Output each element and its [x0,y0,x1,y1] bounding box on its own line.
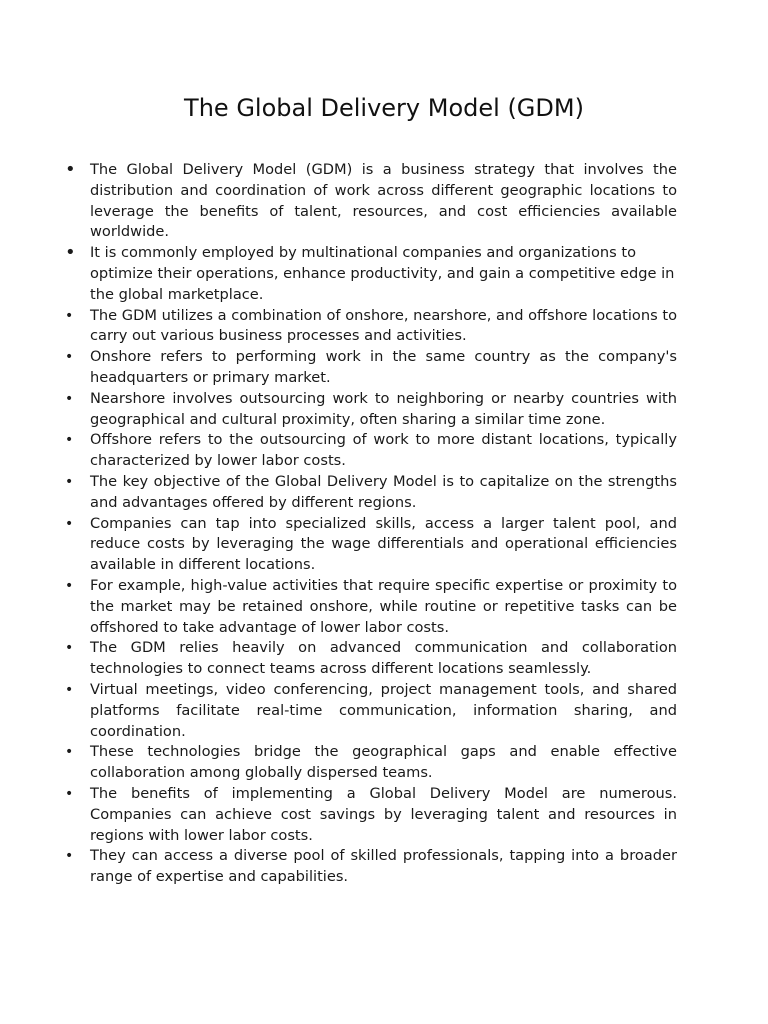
bullet-marker: • [65,242,76,264]
page-title: The Global Delivery Model (GDM) [184,94,584,122]
list-item [65,638,677,680]
list-item [65,347,677,389]
bullet-text: Virtual meetings, video conferencing, project management tools, and shared platforms facilitate real-time communication, information sharing, and coordination. [90,680,677,740]
bullet-text: These technologies bridge the geographical gaps and enable effective collaboration among globally dispersed teams. [90,743,677,782]
list-item [65,389,677,431]
list-item [65,742,677,784]
bullet-text: The key objective of the Global Delivery Model is to capitalize on the strengths and advantages offered by different regions. [90,472,677,511]
bullet-marker: • [65,515,74,532]
bullet-marker: • [65,432,74,449]
bullet-marker: • [65,848,74,865]
bullet-text: The benefits of implementing a Global Delivery Model are numerous. Companies can achieve cost savings by leveraging talent and resources in regions with lower labor costs. [90,784,677,844]
bullet-marker: • [65,307,74,324]
bullet-marker: • [65,473,74,490]
bullet-text: The GDM relies heavily on advanced communication and collaboration technologies to connect teams across different locations seamlessly. [90,639,677,678]
list-item [65,576,677,638]
bullet-text: Onshore refers to performing work in the same country as the company's headquarters or primary market. [90,348,677,386]
bullet-marker: • [65,744,74,761]
bullet-marker: • [65,159,76,180]
bullet-text: Companies can tap into specialized skills, access a larger talent pool, and reduce costs by leveraging the wage differentials and operational efficiencies available in different locations. [90,514,677,574]
list-item [65,306,677,348]
list-item [65,514,677,576]
bullet-text: Nearshore involves outsourcing work to neighboring or nearby countries with geographical and cultural proximity, often sharing a similar time zone. [90,389,677,428]
bullet-marker: • [65,681,74,698]
list-item [65,784,677,846]
list-item [65,472,677,514]
bullet-marker: • [65,577,74,594]
list-item [65,680,677,742]
bullet-list [65,159,677,888]
bullet-text: They can access a diverse pool of skilled professionals, tapping into a broader range of expertise and capabilities. [90,847,677,886]
list-item [65,846,677,888]
bullet-text: The Global Delivery Model (GDM) is a business strategy that involves the distribution and coordination of work across different geographic locations to leverage the benefits of talent, resources, and cost efficiencies available worldwide. [90,161,677,241]
bullet-text: For example, high-value activities that require specific expertise or proximity to the market may be retained onshore, while routine or repetitive tasks can be offshored to take advantage of lower labor costs. [90,576,677,636]
list-item [65,159,677,243]
bullet-text: Offshore refers to the outsourcing of work to more distant locations, typically characterized by lower labor costs. [90,431,677,470]
list-item [65,242,677,305]
bullet-text: The GDM utilizes a combination of onshore, nearshore, and offshore locations to carry out various business processes and activities. [90,306,677,345]
bullet-marker: • [65,640,74,657]
list-item [65,430,677,472]
bullet-text: It is commonly employed by multinational companies and organizations to optimize their operations, enhance productivity, and gain a competitive edge in the global marketplace. [90,244,675,303]
bullet-marker: • [65,349,74,366]
bullet-marker: • [65,785,74,802]
bullet-marker: • [65,390,74,407]
